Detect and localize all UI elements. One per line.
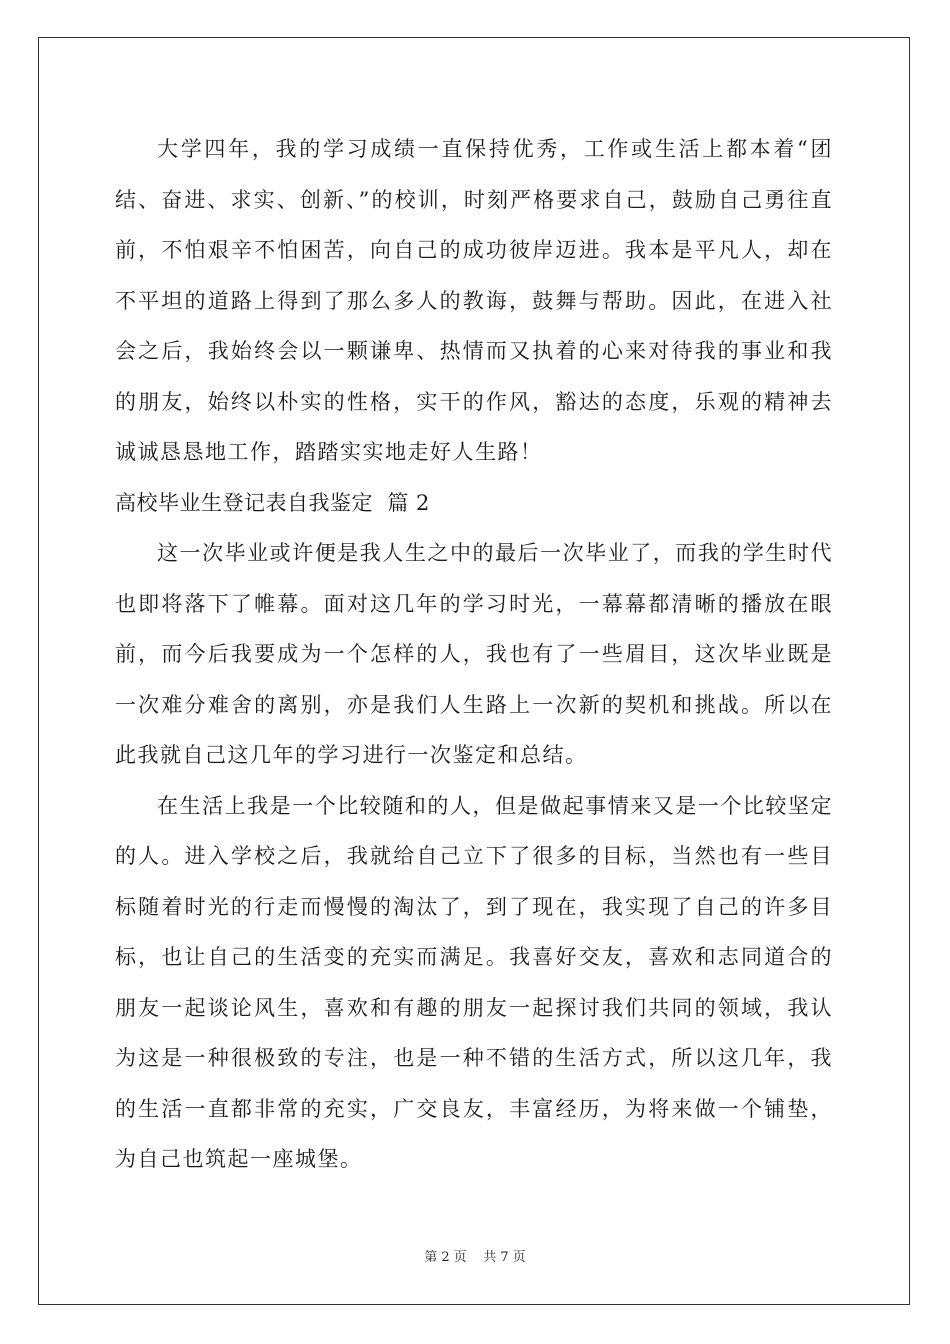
page-number-footer: 第 2 页 共 7 页 [424,1250,526,1265]
paragraph-study-summary: 大学四年，我的学习成绩一直保持优秀，工作或生活上都本着“团结、奋进、求实、创新、”的校训，时刻严格要求自己，鼓励自己勇往直前，不怕艰辛不怕困苦，向自己的成功彼岸迈进。我本是平凡人，却在不平坦的道路上得到了那么多人的教诲，鼓舞与帮助。因此，在进入社会之后，我始终会以一颗谦卑、热情而又执着的心来对待我的事业和我的朋友，始终以朴实的性格，实干的作风，豁达的态度，乐观的精神去诚诚恳恳地工作，踏踏实实地走好人生路！ [115,137,833,464]
paragraph-graduation: 这一次毕业或许便是我人生之中的最后一次毕业了，而我的学生时代也即将落下了帷幕。面对这几年的学习时光，一幕幕都清晰的播放在眼前，而今后我要成为一个怎样的人，我也有了一些眉目，这次毕业既是一次难分难舍的离别，亦是我们人生路上一次新的契机和挑战。所以在此我就自己这几年的学习进行一次鉴定和总结。 [115,541,833,767]
section-heading: 高校毕业生登记表自我鉴定 篇 2 [115,490,430,515]
paragraph-life: 在生活上我是一个比较随和的人，但是做起事情来又是一个比较坚定的人。进入学校之后，我就给自己立下了很多的目标，当然也有一些目标随着时光的行走而慢慢的淘汰了，到了现在，我实现了自己的许多目标，也让自己的生活变的充实而满足。我喜好交友，喜欢和志同道合的朋友一起谈论风生，喜欢和有趣的朋友一起探讨我们共同的领域，我认为这是一种很极致的专注，也是一种不错的生活方式，所以这几年，我的生活一直都非常的充实，广交良友，丰富经历，为将来做一个铺垫，为自己也筑起一座城堡。 [115,793,833,1171]
document-body [115,124,833,1185]
